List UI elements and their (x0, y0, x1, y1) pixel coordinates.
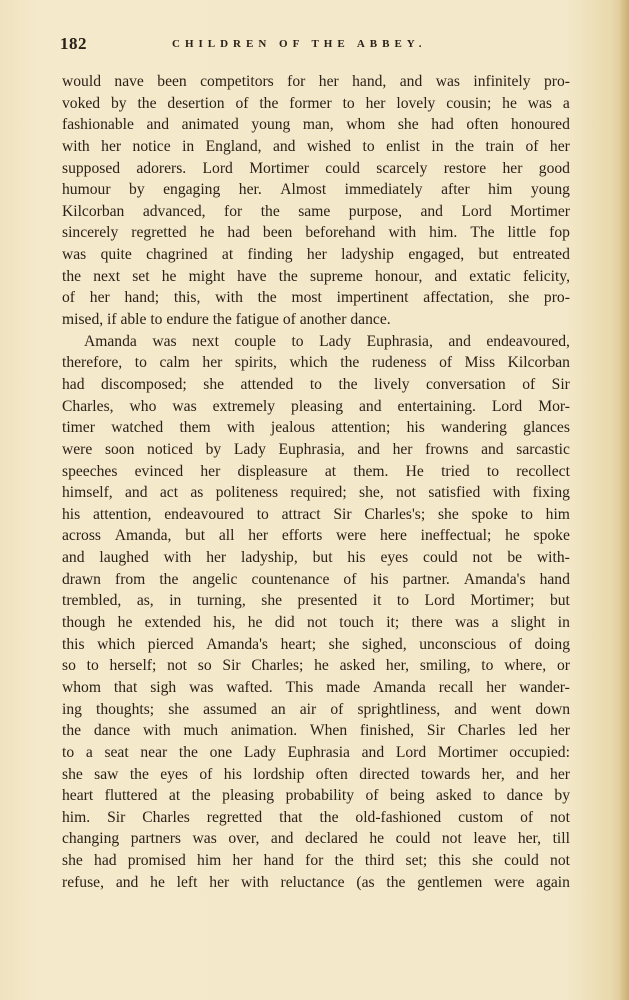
text-line: she had promised him her hand for the third set; this she could not (62, 852, 570, 870)
running-title: CHILDREN OF THE ABBEY. (172, 38, 427, 50)
text-line: Amanda was next couple to Lady Euphrasia, and endeavoured, (84, 332, 570, 350)
text-line: his attention, endeavoured to attract Sir Charles's; she spoke to him (62, 505, 570, 523)
text-line: heart fluttered at the pleasing probability of being asked to dance by (62, 787, 570, 805)
page-number: 182 (60, 34, 87, 53)
text-line: mised, if able to endure the fatigue of another dance. (62, 311, 391, 329)
text-line: drawn from the angelic countenance of his partner. Amanda's hand (62, 570, 570, 588)
text-line: had discomposed; she attended to the lively conversation of Sir (62, 375, 570, 393)
text-line: Charles, who was extremely pleasing and entertaining. Lord Mor- (62, 397, 570, 415)
page-edge-shadow (619, 0, 629, 1000)
text-line: was quite chagrined at finding her ladyship engaged, but entreated (62, 246, 570, 264)
paragraph (62, 331, 570, 894)
text-line: himself, and act as politeness required; she, not satisfied with fixing (62, 484, 570, 502)
text-line: whom that sigh was wafted. This made Amanda recall her wander- (62, 678, 570, 696)
text-line: therefore, to calm her spirits, which the rudeness of Miss Kilcorban (62, 354, 570, 372)
paragraph (62, 71, 570, 331)
text-line: the dance with much animation. When finished, Sir Charles led her (62, 722, 570, 740)
text-line: though he extended his, he did not touch it; there was a slight in (62, 614, 570, 632)
text-line: to a seat near the one Lady Euphrasia and Lord Mortimer occupied: (62, 743, 570, 761)
text-line: with her notice in England, and wished to enlist in the train of her (62, 137, 570, 155)
text-line: supposed adorers. Lord Mortimer could scarcely restore her good (62, 159, 570, 177)
text-line: she saw the eyes of his lordship often directed towards her, and her (62, 765, 570, 783)
text-line: the next set he might have the supreme honour, and extatic felicity, (62, 267, 570, 285)
text-line: refuse, and he left her with reluctance (as the gentlemen were again (62, 873, 570, 891)
text-line: speeches evinced her displeasure at them. He tried to recollect (62, 462, 570, 480)
text-line: him. Sir Charles regretted that the old-fashioned custom of not (62, 808, 570, 826)
text-line: timer watched them with jealous attention; his wandering glances (62, 419, 570, 437)
text-line: fashionable and animated young man, whom she had often honoured (62, 116, 570, 134)
text-line: would nave been competitors for her hand, and was infinitely pro- (62, 73, 570, 90)
text-line: so to herself; not so Sir Charles; he asked her, smiling, to where, or (62, 657, 570, 675)
text-line: this which pierced Amanda's heart; she sighed, unconscious of doing (62, 635, 570, 653)
text-line: across Amanda, but all her efforts were here ineffectual; he spoke (62, 527, 570, 545)
text-line: voked by the desertion of the former to her lovely cousin; he was a (62, 94, 570, 112)
text-line: changing partners was over, and declared he could not leave her, till (62, 830, 570, 848)
text-line: Kilcorban advanced, for the same purpose, and Lord Mortimer (62, 202, 570, 220)
text-line: ing thoughts; she assumed an air of sprightliness, and went down (62, 700, 570, 718)
text-line: and laughed with her ladyship, but his eyes could not be with- (62, 549, 570, 567)
body-text (62, 71, 570, 893)
text-line: sincerely regretted he had been beforehand with him. The little fop (62, 224, 570, 242)
text-line: of her hand; this, with the most impertinent affectation, she pro- (62, 289, 570, 307)
text-line: trembled, as, in turning, she presented it to Lord Mortimer; but (62, 592, 570, 610)
text-line: humour by engaging her. Almost immediately after him young (62, 181, 570, 199)
running-head (60, 34, 573, 56)
text-line: were soon noticed by Lady Euphrasia, and her frowns and sarcastic (62, 440, 570, 458)
